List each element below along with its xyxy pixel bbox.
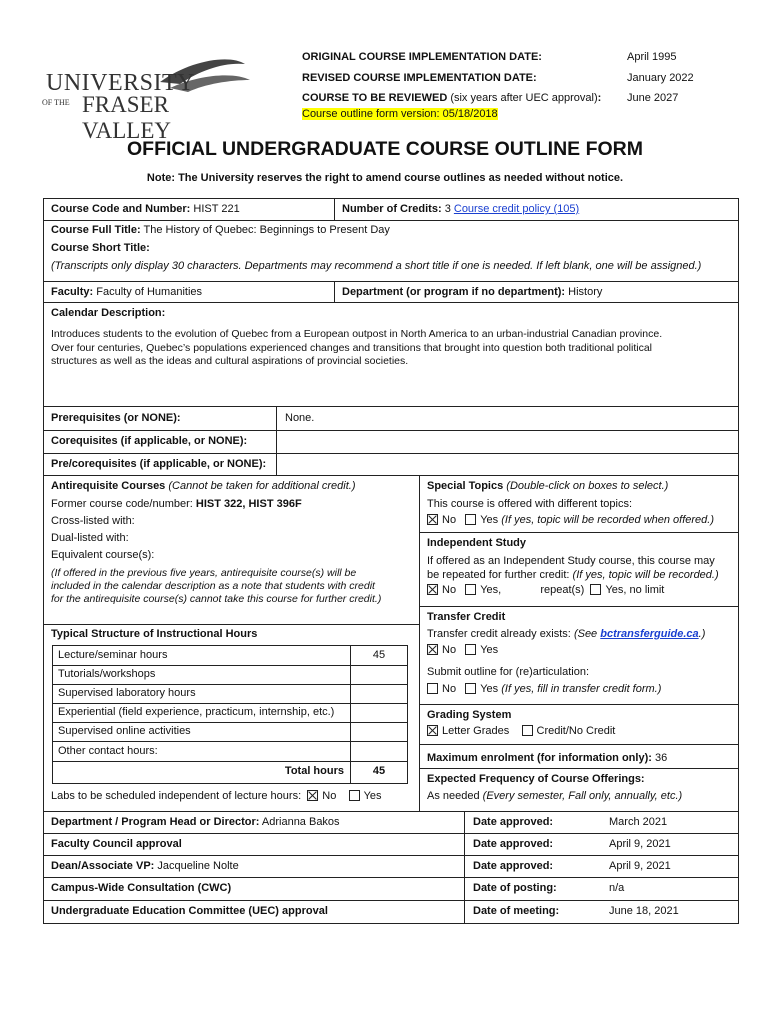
review-label: COURSE TO BE REVIEWED (302, 92, 448, 104)
independent-line2a: be repeated for further credit: (427, 569, 570, 581)
transcript-note: (Transcripts only display 30 characters. Departments may recommend a short title if one is needed. If left blank, one will be assigned.) (51, 260, 702, 272)
transfer-submit: Submit outline for (re)articulation: (427, 666, 590, 678)
approval-label: Undergraduate Education Committee (UEC) approval (51, 905, 328, 917)
special-topics-no-checkbox[interactable] (427, 514, 438, 525)
transfer-exists-a: Transfer credit already exists: (427, 628, 571, 640)
independent-no-checkbox[interactable] (427, 584, 438, 595)
labs-row (51, 790, 382, 802)
max-enrolment-label: Maximum enrolment (for information only): (427, 752, 652, 764)
approval-row (51, 882, 231, 894)
special-topics-no: No (442, 514, 457, 526)
antireq-label: Antirequisite Courses (51, 480, 166, 492)
independent-yes-checkbox[interactable] (465, 584, 476, 595)
prereq-value: None. (285, 412, 315, 424)
calendar-label: Calendar Description: (51, 307, 166, 319)
former-value: HIST 322, HIST 396F (195, 498, 302, 510)
rev-impl-label: REVISED COURSE IMPLEMENTATION DATE: (302, 72, 537, 84)
review-value: June 2027 (627, 92, 679, 104)
review-row (302, 92, 601, 104)
precoreq-label: Pre/corequisites (if applicable, or NONE): (51, 458, 267, 470)
special-topics-heading (427, 480, 668, 492)
independent-yes: Yes, (480, 584, 502, 596)
approval-date: June 18, 2021 (609, 905, 679, 917)
approval-label: Campus-Wide Consultation (CWC) (51, 882, 232, 894)
short-title-label: Course Short Title: (51, 242, 150, 254)
transfer-label: Transfer Credit (427, 611, 506, 623)
calendar-line-1: Introduces students to the evolution of Quebec from a European outpost in North America to an urban-industrial Canadian province. (51, 328, 663, 340)
credit-policy-link[interactable]: Course credit policy (105) (453, 203, 580, 215)
approval-row (51, 860, 239, 872)
approval-name: Adrianna Bakos (261, 816, 340, 828)
transfer-exists-no: No (442, 644, 457, 656)
logo-line2b: FRASER VALLEY (82, 92, 172, 143)
approval-row (51, 816, 340, 828)
approval-date-label: Date of meeting: (473, 905, 560, 917)
hours-row-label: Lecture/seminar hours (58, 649, 168, 661)
labs-no-checkbox[interactable] (307, 790, 318, 801)
transfer-submit-yes-checkbox[interactable] (465, 683, 476, 694)
coreq-label: Corequisites (if applicable, or NONE): (51, 435, 248, 447)
total-hours-value: 45 (372, 765, 386, 777)
credit-no-credit-label: Credit/No Credit (536, 725, 616, 737)
frequency-value-row (427, 790, 682, 802)
hours-row-label: Other contact hours: (58, 745, 158, 757)
independent-line2 (427, 569, 719, 581)
labs-no-label: No (322, 790, 337, 802)
transfer-submit-no-checkbox[interactable] (427, 683, 438, 694)
transfer-exists-yes: Yes (480, 644, 499, 656)
independent-no-limit-checkbox[interactable] (590, 584, 601, 595)
hours-row-label: Supervised laboratory hours (58, 687, 196, 699)
antireq-label-note: (Cannot be taken for additional credit.) (168, 480, 356, 492)
hours-row-label: Tutorials/workshops (58, 668, 156, 680)
department-label: Department (or program if no department): (342, 286, 566, 298)
letter-grades-checkbox[interactable] (427, 725, 438, 736)
labs-label: Labs to be scheduled independent of lecture hours: (51, 790, 302, 802)
special-topics-line: This course is offered with different topics: (427, 498, 633, 510)
course-code (51, 203, 240, 215)
approval-date: April 9, 2021 (609, 838, 671, 850)
hours-row-label: Supervised online activities (58, 725, 191, 737)
review-colon: : (597, 92, 602, 104)
transfer-exists-options (427, 644, 498, 656)
labs-yes-checkbox[interactable] (349, 790, 360, 801)
credit-no-credit-checkbox[interactable] (522, 725, 533, 736)
former-label: Former course code/number: (51, 498, 193, 510)
rev-impl-value: January 2022 (627, 72, 694, 84)
orig-impl-value: April 1995 (627, 51, 677, 63)
former-course (51, 498, 302, 510)
max-enrolment (427, 752, 667, 764)
total-hours-label: Total hours (284, 765, 344, 777)
transfer-exists-no-checkbox[interactable] (427, 644, 438, 655)
approval-label: Faculty Council approval (51, 838, 182, 850)
special-topics-yes-note: (If yes, topic will be recorded when offered.) (501, 514, 715, 526)
form-note: Note: The University reserves the right to amend course outlines as needed without notice. (146, 172, 624, 184)
antireq-note-3: for the antirequisite course(s) cannot take this course for further credit.) (51, 593, 382, 605)
approval-label: Dean/Associate VP: (51, 860, 155, 872)
full-title (51, 224, 390, 236)
approval-label: Department / Program Head or Director: (51, 816, 260, 828)
special-topics-options (427, 514, 714, 526)
transfer-submit-yes-note: (If yes, fill in transfer credit form.) (501, 683, 662, 695)
cross-listed: Cross-listed with: (51, 515, 135, 527)
special-topics-yes: Yes (480, 514, 499, 526)
special-topics-label: Special Topics (427, 480, 504, 492)
transfer-exists-yes-checkbox[interactable] (465, 644, 476, 655)
approval-date-label: Date approved: (473, 816, 554, 828)
hours-row-value[interactable]: 45 (372, 649, 386, 661)
approval-row (51, 905, 328, 917)
form-title: OFFICIAL UNDERGRADUATE COURSE OUTLINE FORM (126, 138, 644, 160)
antireq-note-2: included in the calendar description as a note that students with credit (51, 580, 375, 592)
logo-line1: UNIVERSITY (46, 70, 195, 96)
approval-name: Jacqueline Nolte (157, 860, 239, 872)
prereq-label: Prerequisites (or NONE): (51, 412, 181, 424)
credits-label: Number of Credits: (342, 203, 442, 215)
approval-date-label: Date of posting: (473, 882, 557, 894)
independent-no: No (442, 584, 457, 596)
credits-value: 3 (444, 203, 451, 215)
faculty-value: Faculty of Humanities (96, 286, 203, 298)
equivalent-courses: Equivalent course(s): (51, 549, 155, 561)
logo-line2a: OF THE (42, 98, 70, 107)
approval-row (51, 838, 182, 850)
approval-date: March 2021 (609, 816, 668, 828)
antireq-heading (51, 480, 355, 492)
transfer-exists-c: .) (698, 628, 706, 640)
special-topics-yes-checkbox[interactable] (465, 514, 476, 525)
independent-line2b: (If yes, topic will be recorded.) (572, 569, 719, 581)
approval-date: April 9, 2021 (609, 860, 671, 872)
credits (342, 203, 579, 215)
form-version: Course outline form version: 05/18/2018 (302, 108, 498, 120)
grading-options (427, 725, 615, 737)
transfer-submit-no: No (442, 683, 457, 695)
transfer-submit-options (427, 683, 661, 695)
max-enrolment-value: 36 (654, 752, 668, 764)
independent-line1: If offered as an Independent Study course, this course may (427, 555, 715, 567)
department-value: History (568, 286, 603, 298)
approval-date: n/a (609, 882, 625, 894)
hours-row-label: Experiential (field experience, practicum, internship, etc.) (58, 706, 335, 718)
independent-label: Independent Study (427, 537, 526, 549)
bctransferguide-link[interactable]: bctransferguide.ca (600, 628, 699, 640)
full-title-label: Course Full Title: (51, 224, 141, 236)
independent-options (427, 584, 664, 596)
orig-impl-label: ORIGINAL COURSE IMPLEMENTATION DATE: (302, 51, 542, 63)
calendar-line-2: Over four centuries, Quebec’s populations experienced changes and transitions that brought into question both traditional political (51, 342, 653, 354)
calendar-line-3: structures as well as the ideas and cultural aspirations of provincial societies. (51, 355, 409, 367)
department (342, 286, 602, 298)
hours-label: Typical Structure of Instructional Hours (51, 628, 258, 640)
frequency-label: Expected Frequency of Course Offerings: (427, 773, 645, 785)
grading-label: Grading System (427, 709, 512, 721)
transfer-exists (427, 628, 705, 640)
faculty-label: Faculty: (51, 286, 94, 298)
special-topics-note: (Double-click on boxes to select.) (506, 480, 669, 492)
transfer-submit-yes: Yes (480, 683, 499, 695)
labs-yes-label: Yes (363, 790, 382, 802)
approval-date-label: Date approved: (473, 860, 554, 872)
review-note: (six years after UEC approval) (450, 92, 598, 104)
course-code-value: HIST 221 (193, 203, 240, 215)
course-code-label: Course Code and Number: (51, 203, 191, 215)
antireq-note-1: (If offered in the previous five years, antirequisite course(s) will be (51, 567, 357, 579)
approval-date-label: Date approved: (473, 838, 554, 850)
university-logo (40, 52, 255, 143)
frequency-value: As needed (427, 790, 480, 802)
letter-grades-label: Letter Grades (442, 725, 510, 737)
full-title-value: The History of Quebec: Beginnings to Present Day (143, 224, 390, 236)
independent-no-limit: Yes, no limit (605, 584, 665, 596)
transfer-exists-b: (See (573, 628, 598, 640)
independent-repeats: repeat(s) (540, 584, 585, 596)
dual-listed: Dual-listed with: (51, 532, 129, 544)
frequency-note: (Every semester, Fall only, annually, etc.) (482, 790, 683, 802)
faculty (51, 286, 202, 298)
